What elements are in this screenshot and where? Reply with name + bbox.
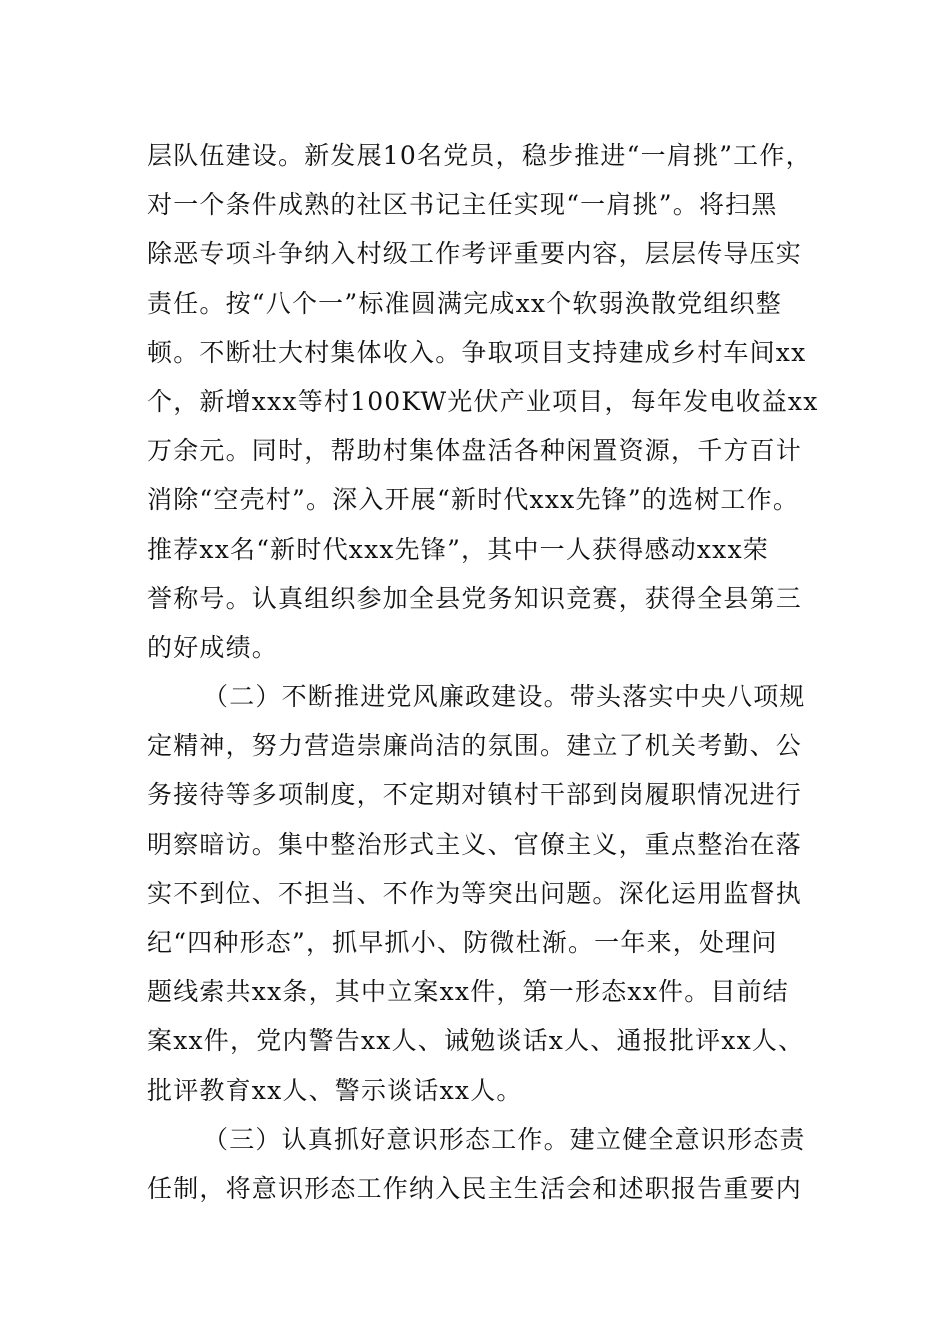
text-line: 的好成绩。 (147, 632, 279, 662)
text-line: 对一个条件成熟的社区书记主任实现“一肩挑”。将扫黑 (147, 190, 778, 220)
text-line: 个，新增xxx等村100KW光伏产业项目，每年发电收益xx (147, 386, 819, 416)
text-line: 务接待等多项制度，不定期对镇村干部到岗履职情况进行 (147, 780, 803, 810)
text-line: 誉称号。认真组织参加全县党务知识竞赛，获得全县第三 (147, 583, 803, 613)
text-line: 题线索共xx条，其中立案xx件，第一形态xx件。目前结 (147, 977, 789, 1007)
text-line: 除恶专项斗争纳入村级工作考评重要内容，层层传导压实 (147, 239, 803, 269)
text-line: 任制，将意识形态工作纳入民主生活会和述职报告重要内 (147, 1173, 803, 1203)
text-line: 责任。按“八个一”标准圆满完成xx个软弱涣散党组织整 (147, 288, 782, 318)
section-heading-line: （三）认真抓好意识形态工作。建立健全意识形态责 (203, 1124, 806, 1154)
text-line: 批评教育xx人、警示谈话xx人。 (147, 1075, 523, 1105)
text-line: 实不到位、不担当、不作为等突出问题。深化运用监督执 (147, 878, 803, 908)
text-line: 顿。不断壮大村集体收入。争取项目支持建成乡村车间xx (147, 337, 807, 367)
text-line: 推荐xx名“新时代xxx先锋”，其中一人获得感动xxx荣 (147, 534, 769, 564)
body-text (147, 131, 827, 1213)
text-line: 定精神，努力营造崇廉尚洁的氛围。建立了机关考勤、公 (147, 731, 803, 761)
text-line: 万余元。同时，帮助村集体盘活各种闲置资源，千方百计 (147, 436, 803, 466)
text-line: 消除“空壳村”。深入开展“新时代xxx先锋”的选树工作。 (147, 485, 800, 515)
text-line: 层队伍建设。新发展10名党员，稳步推进“一肩挑”工作， (147, 141, 812, 170)
section-heading-line: （二）不断推进党风廉政建设。带头落实中央八项规 (203, 682, 806, 712)
text-line: 明察暗访。集中整治形式主义、官僚主义，重点整治在落 (147, 829, 803, 859)
text-line: 纪“四种形态”，抓早抓小、防微杜渐。一年来，处理问 (147, 928, 778, 957)
text-line: 案xx件，党内警告xx人、诫勉谈话x人、通报批评xx人、 (147, 1026, 805, 1056)
